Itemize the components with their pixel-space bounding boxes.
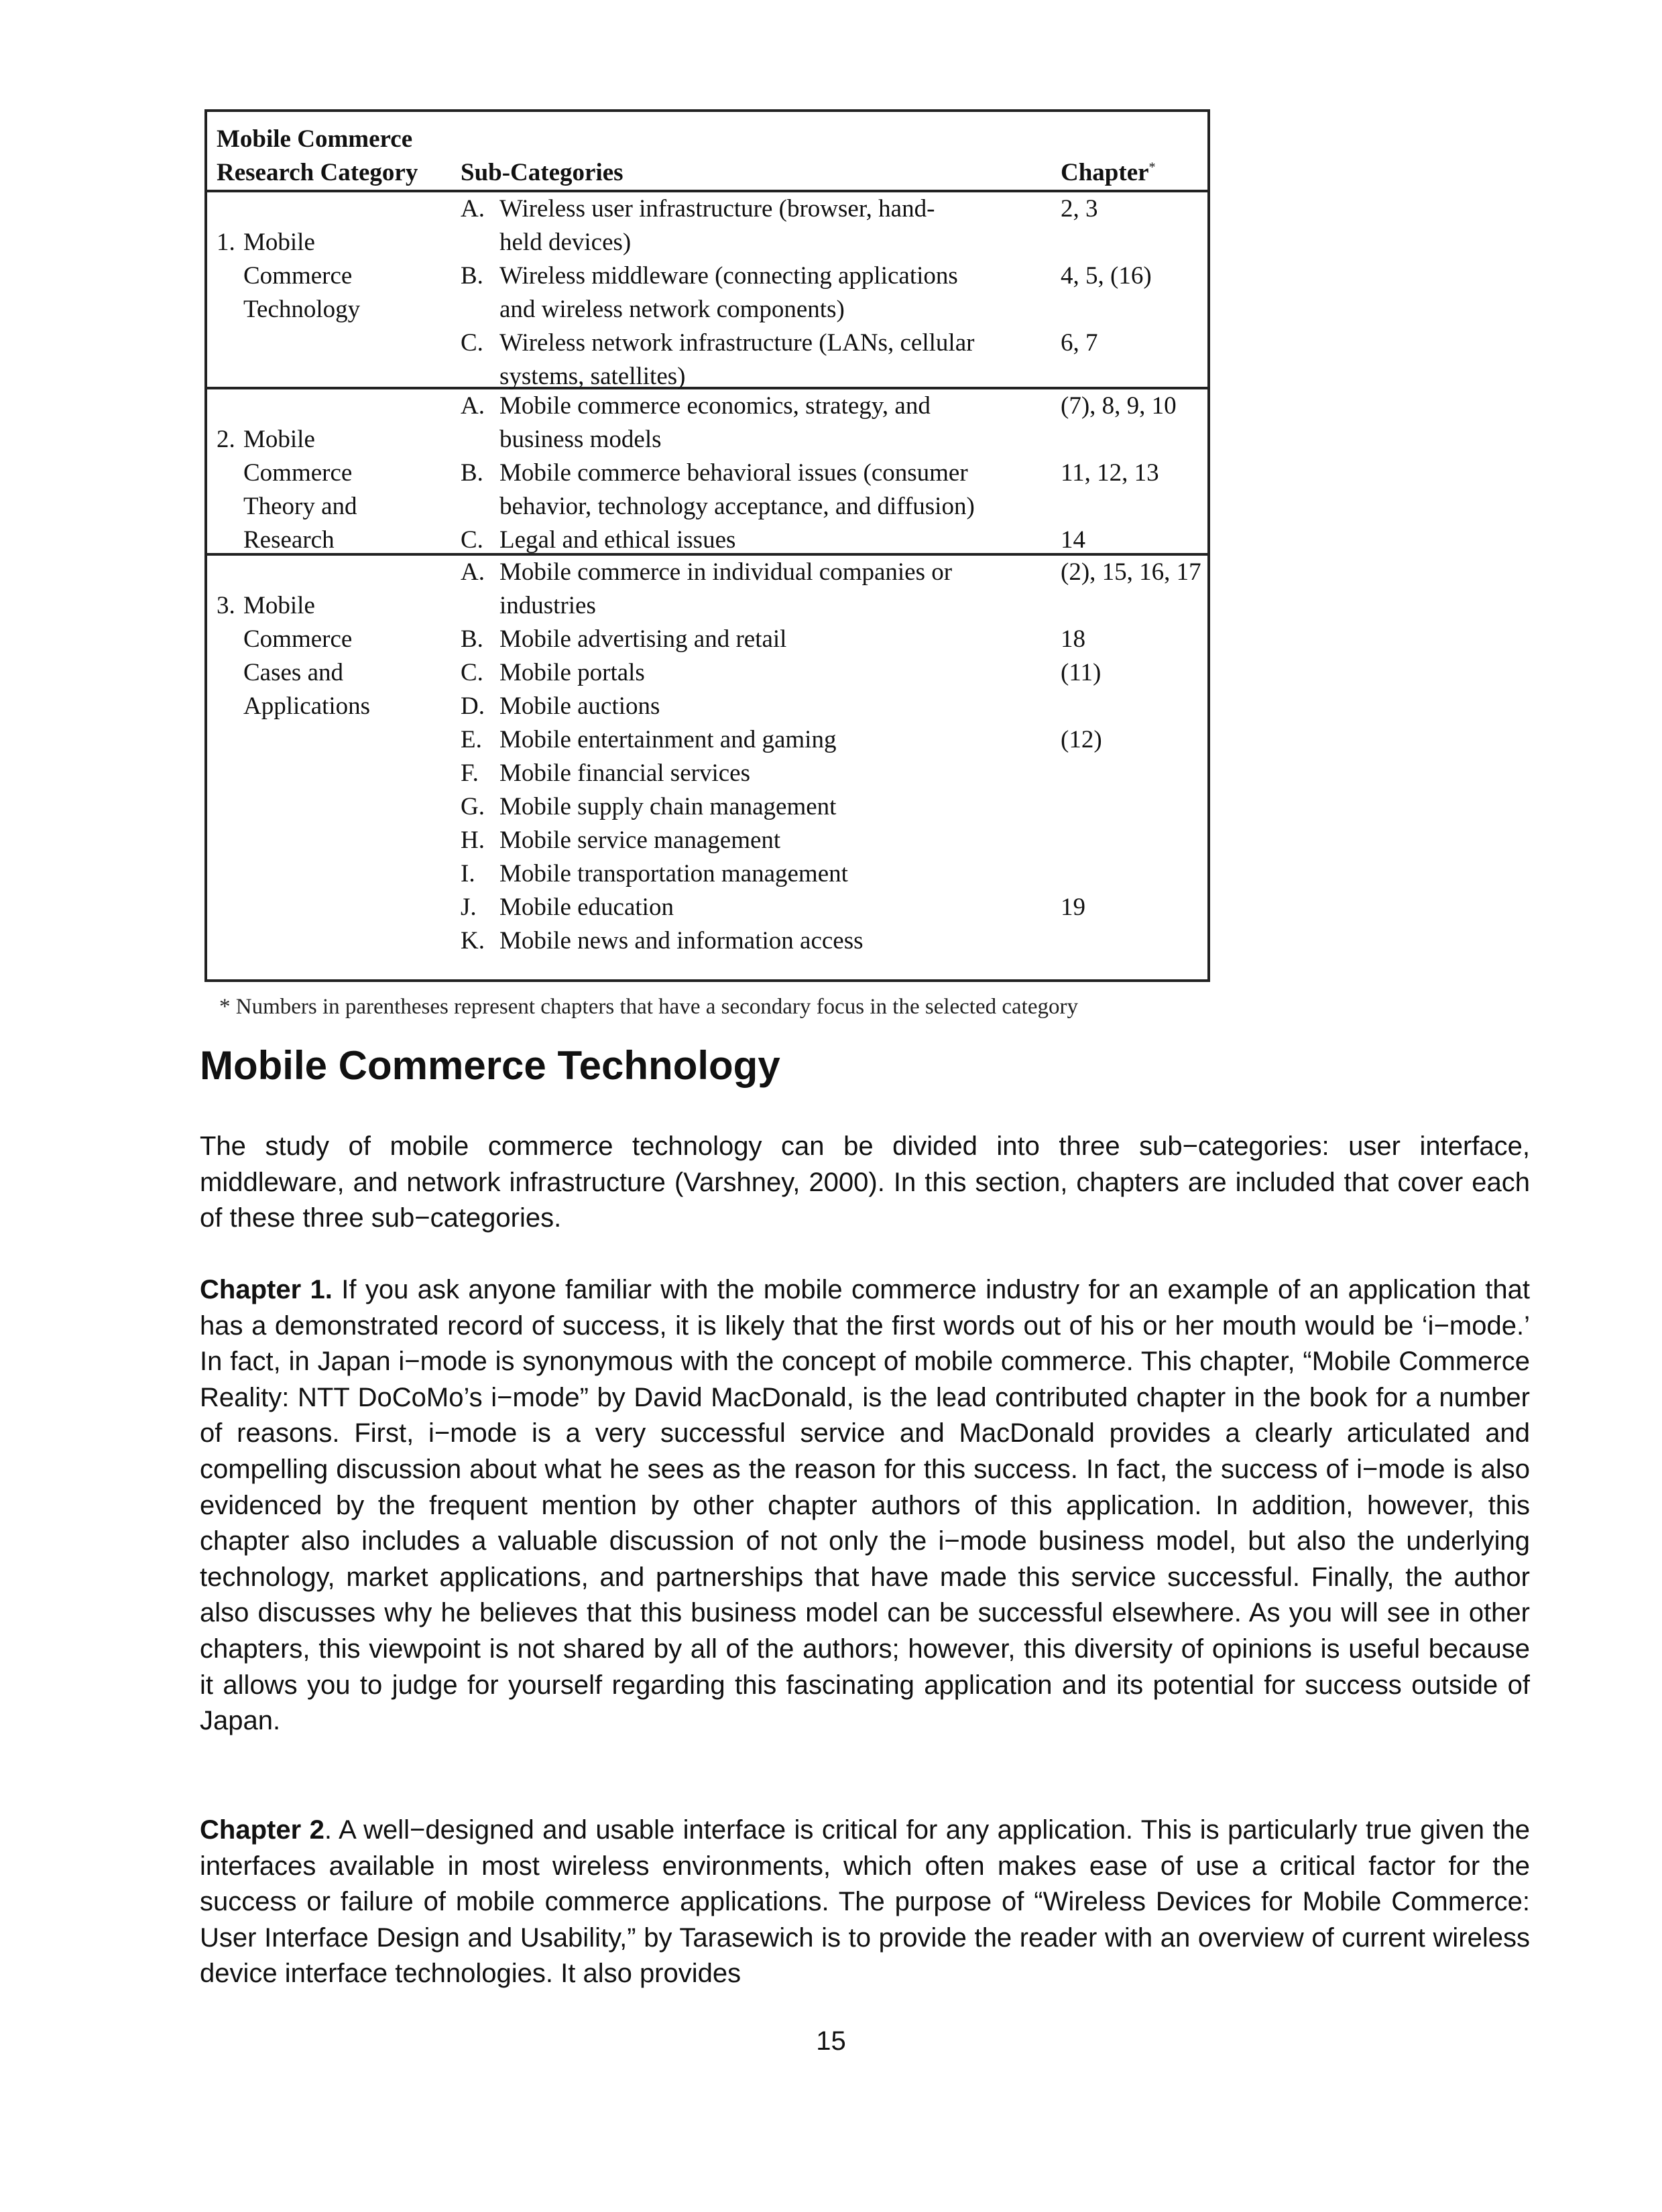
row-letter: C.	[461, 329, 483, 357]
category-label: Mobile Commerce Cases and Applications	[243, 592, 371, 720]
row-chapters: 14	[1061, 526, 1085, 554]
table-section-theory	[207, 389, 1207, 556]
row-letter: A.	[461, 558, 485, 586]
row-chapters: (11)	[1061, 659, 1102, 686]
table-row	[461, 924, 1205, 958]
table-section-technology	[207, 192, 1207, 389]
row-chapters: 18	[1061, 625, 1085, 653]
category-number: 2.	[217, 426, 235, 453]
row-letter: F.	[461, 759, 479, 787]
row-subcategory: Mobile news and information access	[499, 927, 864, 955]
row-chapters: (7), 8, 9, 10	[1061, 392, 1177, 420]
header-category-line2: Research Category	[217, 159, 418, 186]
row-chapters: (2), 15, 16, 17	[1061, 558, 1201, 586]
table-row	[461, 524, 1205, 557]
category-label: Mobile Commerce Theory and Research	[243, 426, 357, 554]
table-row	[461, 656, 1205, 690]
table-row	[461, 757, 1205, 790]
table-row	[461, 623, 1205, 656]
row-letter: B.	[461, 459, 483, 487]
row-letter: K.	[461, 927, 485, 955]
chapter-1-text: If you ask anyone familiar with the mobile commerce industry for an example of an application that has a demonstrated record of success, it is likely that the first words out of his or her mouth would be ‘i−mode.’ In fact, in Japan i−mode is synonymous with the concept of mobile commerce. This chapter, “Mobile Commerce Reality: NTT DoCoMo’s i−mode” by David MacDonald, is the lead contributed chapter in the book for a number of reasons. First, i−mode is a very successful service and MacDonald provides a clearly articulated and compelling discussion about what he sees as the reason for this success. In fact, the success of i−mode is also evidenced by the frequent mention by other chapter authors of this application. In addition, however, this chapter also includes a valuable discussion of not only the i−mode business model, but also the underlying technology, market applications, and partnerships that have made this service successful. Finally, the author also discusses why he believes that this business model can be successful elsewhere. As you will see in other chapters, this viewpoint is not shared by all of the authors; however, this diversity of opinions is useful because it allows you to judge for yourself regarding this fascinating application and its potential for success outside of Japan.	[200, 1275, 1530, 1736]
table-row	[461, 556, 1205, 623]
row-subcategory: Wireless middleware (connecting applications and wireless network components)	[499, 262, 958, 323]
chapter-2-label: Chapter 2	[200, 1815, 324, 1845]
table-footnote: * Numbers in parentheses represent chapters that have a secondary focus in the selected category	[219, 995, 1078, 1019]
table-row	[461, 790, 1205, 824]
chapter-2-paragraph	[200, 1812, 1530, 1992]
row-subcategory: Mobile portals	[499, 659, 645, 686]
row-chapters: (12)	[1061, 726, 1102, 753]
table-row	[461, 824, 1205, 857]
category-cell	[217, 192, 438, 360]
chapter-2-text: . A well−designed and usable interface is critical for any application. This is particularly true given the interfaces available in most wireless environments, which often makes ease of use a critical factor for the success or failure of mobile commerce applications. The purpose of “Wireless Devices for Mobile Commerce: User Interface Design and Usability,” by Tarasewich is to provide the reader with an overview of current wireless device interface technologies. It also provides	[200, 1815, 1530, 1989]
table-row	[461, 192, 1205, 259]
table-row	[461, 857, 1205, 891]
row-letter: B.	[461, 262, 483, 290]
row-letter: E.	[461, 726, 482, 753]
header-chapter-label: Chapter	[1061, 159, 1149, 186]
header-research-category	[217, 123, 438, 190]
row-letter: G.	[461, 793, 485, 820]
subcategory-list	[461, 192, 1205, 393]
row-subcategory: Mobile education	[499, 894, 674, 921]
row-chapters: 19	[1061, 894, 1085, 921]
row-subcategory: Legal and ethical issues	[499, 526, 736, 554]
intro-paragraph: The study of mobile commerce technology can be divided into three sub−categories: user interface, middleware, and network infrastructure (Varshney, 2000). In this section, chapters are included that cover each of these three sub−categories.	[200, 1131, 1530, 1233]
section-heading: Mobile Commerce Technology	[200, 1043, 780, 1088]
row-subcategory: Mobile supply chain management	[499, 793, 837, 820]
header-subcategories: Sub-Categories	[461, 159, 624, 186]
category-number: 3.	[217, 592, 235, 619]
table-header	[207, 112, 1207, 192]
row-chapters: 6, 7	[1061, 329, 1098, 357]
table-row	[461, 690, 1205, 723]
header-chapter	[1061, 156, 1156, 190]
table-row	[461, 259, 1205, 326]
row-subcategory: Mobile commerce in individual companies or industries	[499, 558, 953, 619]
table-row	[461, 723, 1205, 757]
row-chapters: 2, 3	[1061, 195, 1098, 223]
chapter-1-label: Chapter 1.	[200, 1275, 333, 1304]
row-subcategory: Wireless user infrastructure (browser, hand- held devices)	[499, 195, 935, 256]
row-subcategory: Mobile entertainment and gaming	[499, 726, 837, 753]
row-letter: J.	[461, 894, 477, 921]
table-row	[461, 891, 1205, 924]
table-row	[461, 456, 1205, 524]
chapter-1-paragraph	[200, 1272, 1530, 1739]
category-label: Mobile Commerce Technology	[243, 229, 361, 323]
row-chapters: 11, 12, 13	[1061, 459, 1159, 487]
research-category-table	[204, 109, 1210, 982]
subcategory-list	[461, 389, 1205, 557]
row-subcategory: Wireless network infrastructure (LANs, cellular systems, satellites)	[499, 329, 975, 390]
row-subcategory: Mobile advertising and retail	[499, 625, 787, 653]
row-letter: A.	[461, 195, 485, 223]
header-chapter-asterisk: *	[1148, 160, 1156, 175]
row-letter: D.	[461, 692, 485, 720]
row-subcategory: Mobile commerce behavioral issues (consumer behavior, technology acceptance, and diffusion)	[499, 459, 975, 520]
subcategory-list	[461, 556, 1205, 958]
row-subcategory: Mobile service management	[499, 826, 781, 854]
header-category-line1: Mobile Commerce	[217, 125, 413, 153]
row-letter: B.	[461, 625, 483, 653]
row-letter: C.	[461, 659, 483, 686]
category-number: 1.	[217, 229, 235, 256]
row-letter: I.	[461, 860, 475, 887]
row-subcategory: Mobile financial services	[499, 759, 750, 787]
row-letter: C.	[461, 526, 483, 554]
row-letter: H.	[461, 826, 485, 854]
row-subcategory: Mobile auctions	[499, 692, 660, 720]
row-chapters: 4, 5, (16)	[1061, 262, 1152, 290]
row-subcategory: Mobile commerce economics, strategy, and business models	[499, 392, 931, 453]
page-number: 15	[816, 2026, 846, 2056]
row-letter: A.	[461, 392, 485, 420]
category-cell	[217, 556, 438, 757]
table-section-applications	[207, 556, 1207, 979]
row-subcategory: Mobile transportation management	[499, 860, 848, 887]
table-row	[461, 389, 1205, 456]
table-row	[461, 326, 1205, 393]
